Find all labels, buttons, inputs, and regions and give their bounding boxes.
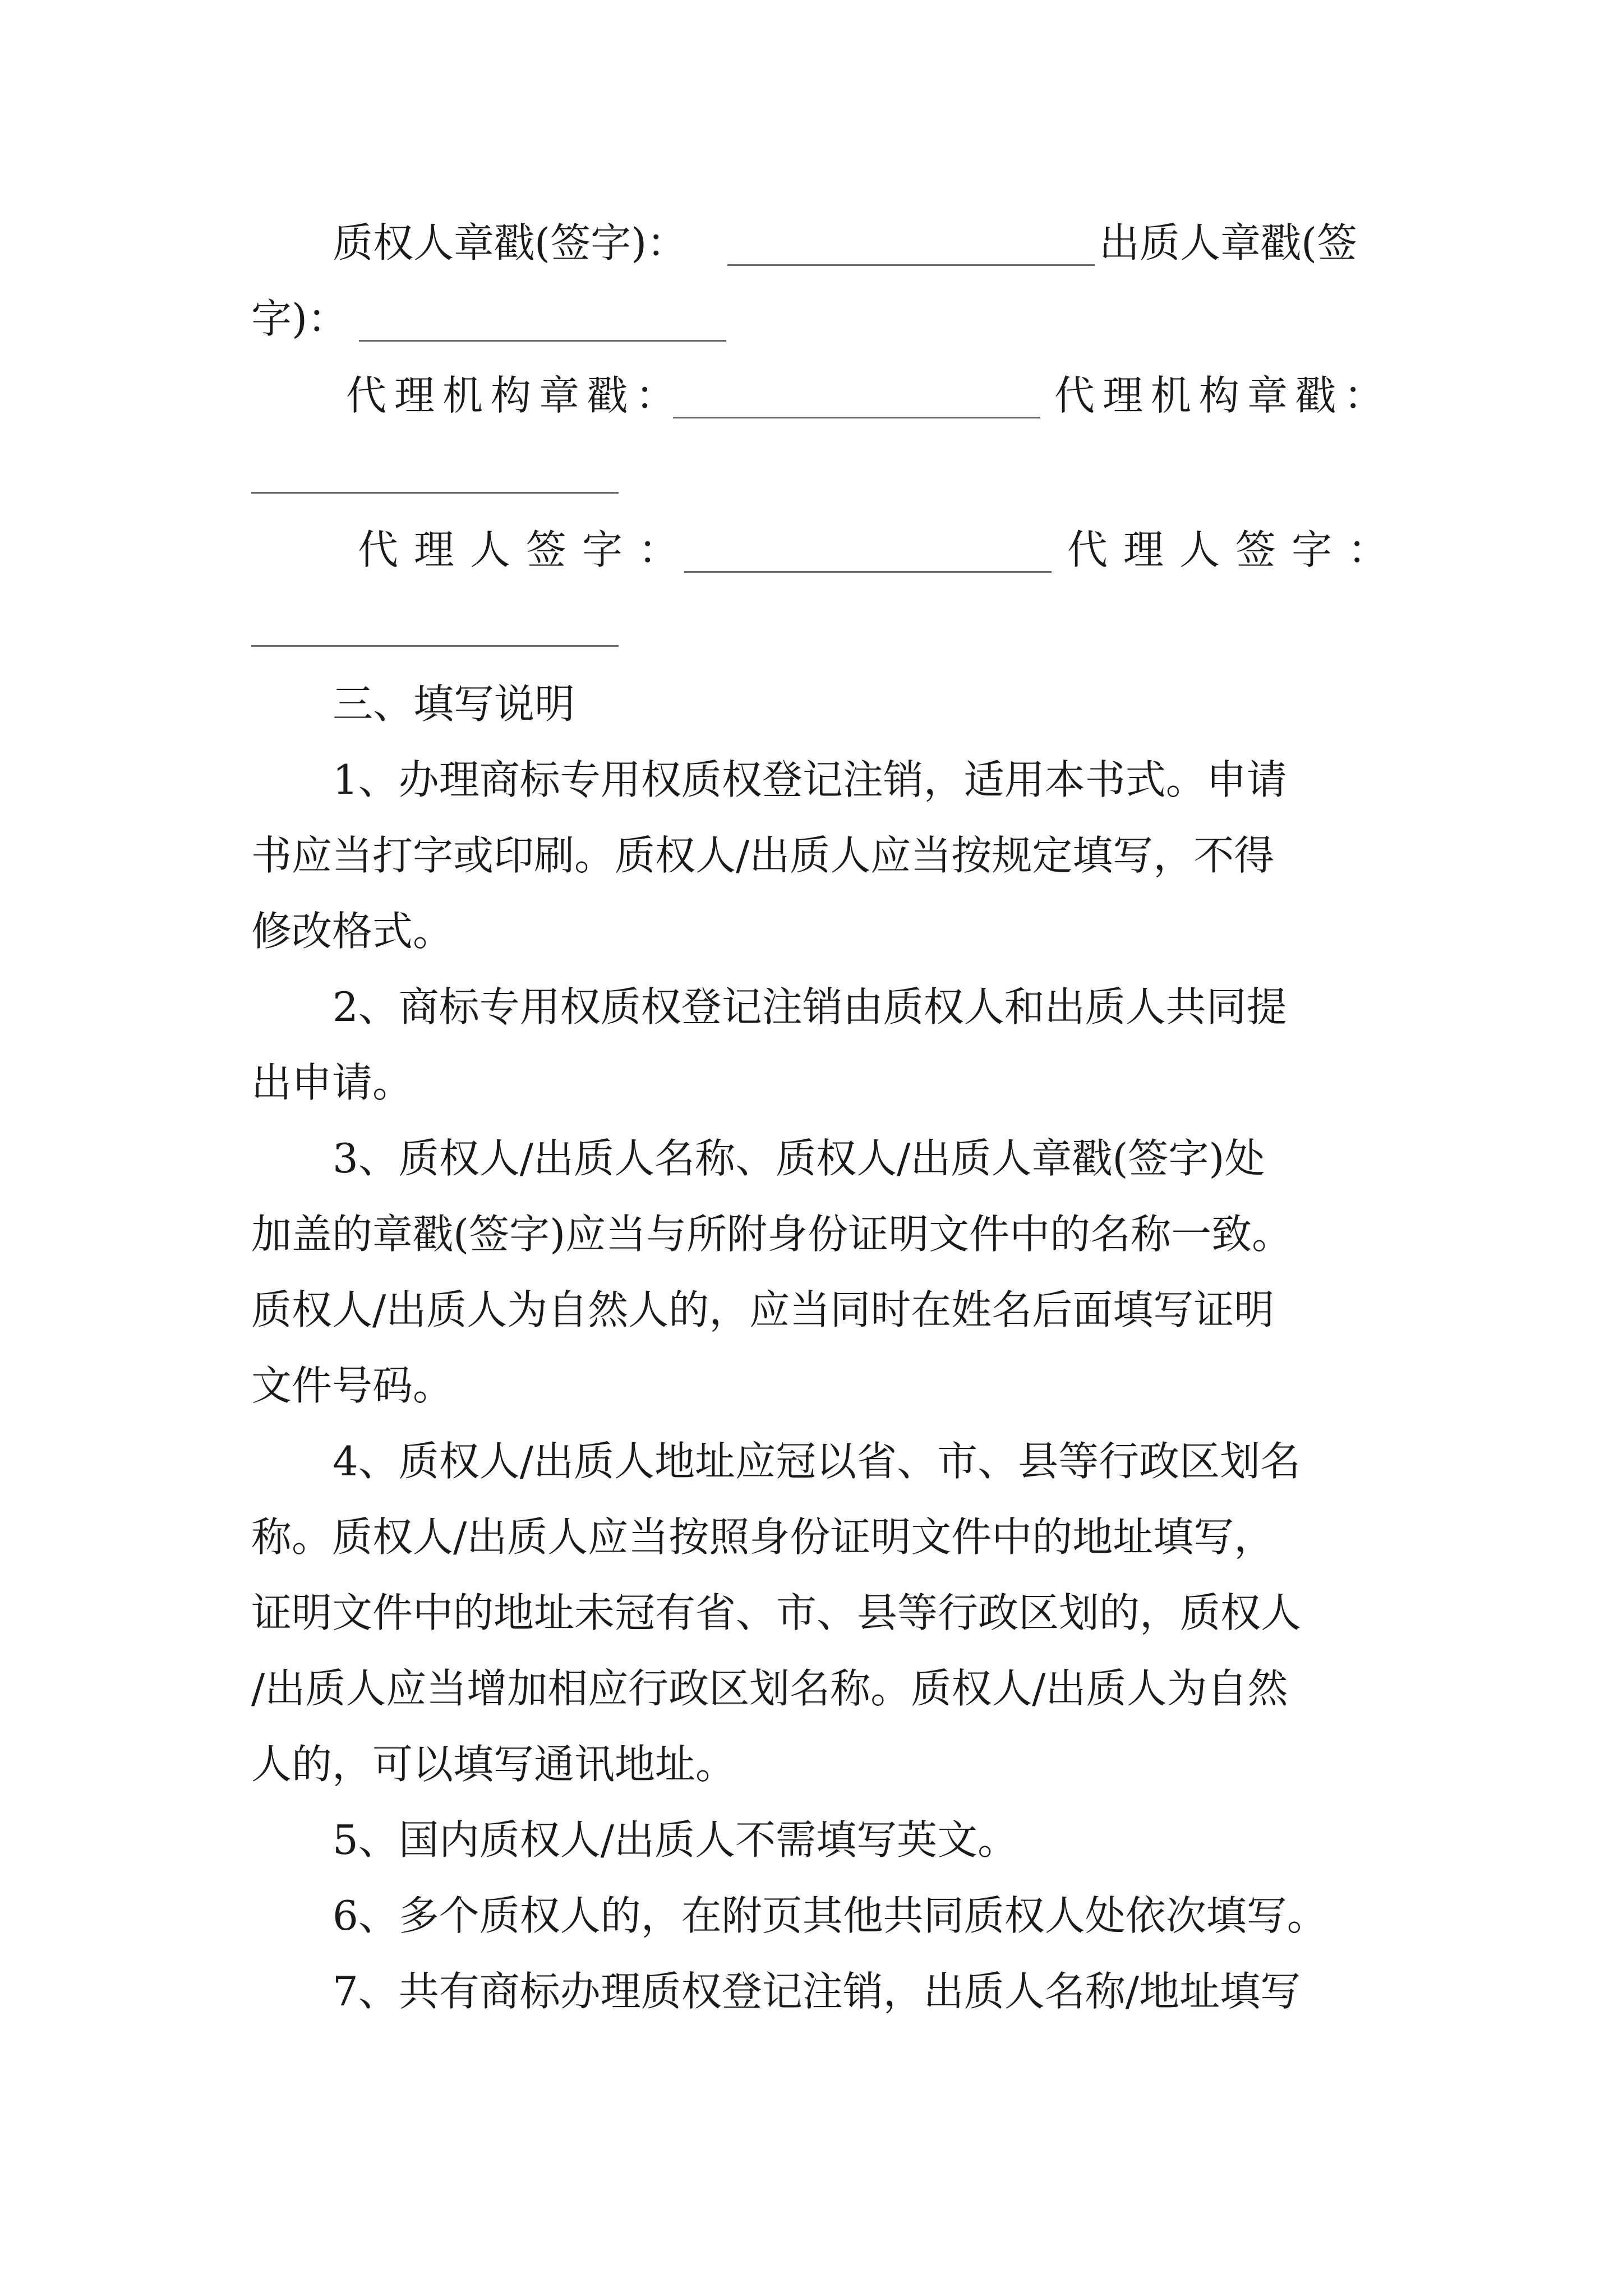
instruction-line: 人的，可以填写通讯地址。 [251, 1741, 736, 1788]
agent-signature-row [0, 519, 1623, 581]
instruction-line: 质权人/出质人为自然人的，应当同时在姓名后面填写证明 [251, 1286, 1275, 1333]
pledgor-seal-blank[interactable] [359, 340, 726, 342]
agent-sign-label-left: 代理人签字： [358, 526, 695, 573]
instruction-line: 3、质权人/出质人名称、质权人/出质人章戳(签字)处 [333, 1135, 1265, 1182]
agency-seal-blank-left[interactable] [673, 417, 1040, 418]
seal-signature-row [0, 212, 1623, 274]
seal-signature-row-continued [0, 288, 1623, 349]
pledgee-seal-blank[interactable] [727, 264, 1095, 266]
instruction-line: 修改格式。 [251, 908, 454, 955]
instruction-line: 5、国内质权人/出质人不需填写英文。 [333, 1816, 1018, 1864]
instruction-line: 加盖的章戳(签字)应当与所附身份证明文件中的名称一致。 [251, 1211, 1293, 1258]
instruction-line: 4、质权人/出质人地址应冠以省、市、县等行政区划名 [333, 1438, 1301, 1485]
pledgee-seal-label: 质权人章戳(签字)： [333, 219, 688, 266]
instruction-line: 出申请。 [251, 1059, 413, 1106]
instructions-heading: 三、填写说明 [333, 680, 575, 728]
agent-sign-blank-left[interactable] [684, 571, 1052, 573]
instruction-line: /出质人应当增加相应行政区划名称。质权人/出质人为自然 [251, 1665, 1288, 1712]
instruction-line: 书应当打字或印刷。质权人/出质人应当按规定填写，不得 [251, 832, 1275, 879]
agency-seal-label-right: 代理机构章戳： [1054, 372, 1393, 419]
agent-sign-blank-right[interactable] [251, 645, 619, 647]
instruction-line: 6、多个质权人的，在附页其他共同质权人处依次填写。 [333, 1892, 1327, 1939]
pledgor-seal-label: 出质人章戳(签 [1099, 219, 1358, 266]
instruction-line: 2、商标专用权质权登记注销由质权人和出质人共同提 [333, 983, 1287, 1030]
pledgor-seal-label-continued: 字)： [251, 295, 348, 342]
instruction-line: 7、共有商标办理质权登记注销，出质人名称/地址填写 [333, 1968, 1301, 2015]
instruction-line: 文件号码。 [251, 1362, 454, 1409]
agency-seal-row [0, 365, 1623, 426]
instruction-line: 1、办理商标专用权质权登记注销，适用本书式。申请 [333, 756, 1287, 803]
instruction-line: 证明文件中的地址未冠有省、市、县等行政区划的，质权人 [251, 1589, 1302, 1636]
agency-seal-blank-right[interactable] [251, 492, 619, 494]
agent-sign-label-right: 代理人签字： [1067, 526, 1404, 573]
instruction-line: 称。质权人/出质人应当按照身份证明文件中的地址填写， [251, 1513, 1275, 1561]
agency-seal-label-left: 代理机构章戳： [346, 372, 684, 419]
